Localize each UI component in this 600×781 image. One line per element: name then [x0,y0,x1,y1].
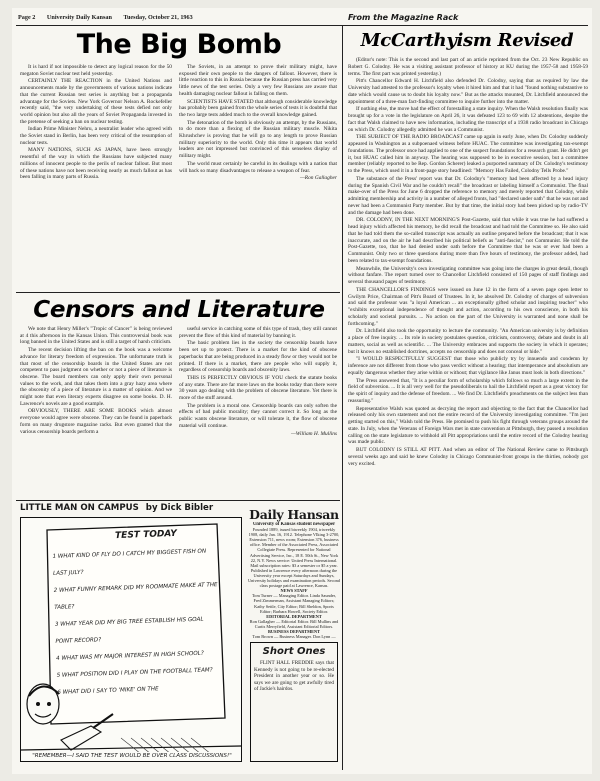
test-questions [52,543,221,709]
paragraph: We note that Henry Miller's "Tropic of Cancer" is being reviewed at 4 this afternoon in the Kansas Union. This controversial book was long banned in the United States and is still a target of harsh criticism. [20,326,172,346]
masthead-business: Tom Brown — Business Manager. Don Lynn — [252,634,336,640]
big-bomb-signature: —Ron Gallagher [300,175,337,182]
paragraph: THE SUBJECT OF THE RADIO BROADCAST came up again in early June, when Dr. Colodny suddenly appeared in Washington as a subpoenaed witness before HUAC. The committee was investigating tax-exempt foundations. The professor once had applied to one of the suspect foundations for a research grant. He didn't get it, but HUAC called him in anyway. The hearing was supposed to be in executive session, but a committee member (reliably reported to be Rep. Gordon Scherer) leaked a purported summary of Dr. Colodny's testimony to the Press, which used it in a front-page story headlined: "Memory Has Failed, Colodny Tells Probe." [348,134,588,174]
test-question: 6 WHAT DID I SAY TO 'MIKE' ON THE [57,686,159,696]
paragraph: Representative Walsh was quoted as decrying the report and objecting to the fact that the Chancellor had released only his own statement and not the entire record of the University investigating committee. "I'm just getting started on this," Walsh told the Press. He promised to push his fight through veterans groups around the state. In July, when the Veterans of Foreign Wars met in state convention at Pittsburgh, they passed a resolution calling on the state legislature to withhold all Pitt appropriations until the entire record of the Colodny hearing was made public. [348,405,588,446]
newspaper-page [12,8,592,774]
cartoon-author: by Dick Bibler [145,503,214,513]
test-question: 3 WHAT YEAR DID MY BIG TREE ESTABLISH HIS GOAL POINT RECORD? [54,616,204,645]
paragraph: If nothing else, the move had the effect of forestalling a state inquiry. When the Walsh resolution finally was brought up for a vote in the legislature on April 26, it was defeated 123 to 69 with 12 abstentions, despite the fact that Walsh claimed to have new information, including the transcript of a 1938 radio broadcast in Chicago on which Dr. Colodny allegedly admitted he was a Communist. [348,106,588,133]
paragraph: Meanwhile, the University's own investigating committee was going into the charges in great detail, though without fanfare. The report turned over to Chancellor Litchfield consisted of 150 pages of staff findings and several thousand pages of testimony. [348,265,588,285]
paragraph: Pitt's Chancellor Edward H. Litchfield also defended Dr. Colodny, saying that as required by law the University had attested to the professor's loyalty when it hired him and that it had "found nothing substantive to date which would cause us to doubt his loyalty now." But as the attacks mounted, Dr. Litchfield announced the appointment of a three-man fact-finding committee to inquire further into the matter. [348,78,588,105]
masthead-info: Founded 1889, issued biweekly 1904, triweekly 1908, daily Jan. 16, 1912. Telephone VIking 3-2700, Extension 711, news room; Extension 376, business office. Member of the Associated Press, Associated Collegiate Press. Represented for National Advertising Service, Inc., 18 E. 50th St., New York 22, N.Y. News service: United Press International. Mail subscription rates: $3 a semester or $5 a year. Published in Lawrence every afternoon during the University year except Saturdays and Sundays, University holidays and examination periods. Second class postage paid at Lawrence, Kansas. [248,527,340,589]
paragraph: THE CHANCELLOR'S FINDINGS were issued on June 12 in the form of a seven page open letter to Gwilym Price, Chairman of Pitt's Board of Trustees. In it, he absolved Dr. Colodny of charges of subversion and said the professor was "a loyal American ... an exceptionally gifted scholar and inspiring teacher" who "exhibits exceptional independence of thought and action, according to his own conscience, in both his scholarly and societal pursuits. ... No action on the part of the University is warranted and none shall be forthcoming." [348,286,588,327]
paragraph: OBVIOUSLY, THERE ARE SOME BOOKS which almost everyone would agree were obscene. They can be found in paperback form on many drugstore magazine racks. But even granted that the various censorship boards perform a [20,408,172,435]
test-sheet-title: TEST TODAY [114,528,177,542]
issue-date: Tuesday, October 21, 1963 [123,14,193,21]
censors-signature: —William H. Mullins [291,430,337,437]
paragraph: (Editor's note: This is the second and last part of an article reprinted from the Oct. 23 New Republic on Robert G. Colodny. He was a visiting assistant professor of history at KU during the 1957-58 and 1958-59 terms. The first part was printed yesterday.) [348,57,588,77]
censors-column-1 [20,326,172,501]
paragraph: The detonation of the bomb is obviously an attempt, by the Russians, to do more than a flexing of the Russian military muscle. Nikita Khrushchev is proving that he will go to any length to prove Russian military superiority to the world. Only this time it appears that world leaders are not impressed but convinced of this senseless display of military might. [179,119,337,160]
short-ones-title: Short Ones [262,646,326,657]
masthead-editorial: Ron Gallagher — Editorial Editor. Bill Mullins and Curtis Merryfield, Assistant Editorial Editors. [249,618,339,629]
test-question: 4 WHAT WAS MY MAJOR INTEREST IN HIGH SCHOOL? [55,650,204,662]
paragraph: THIS IS PERFECTLY OBVIOUS IF YOU check the statute books of any state. There are far more laws on the books today than there were 30 years ago dealing with the problem of obscene literature. Yet there is more of the stuff around. [179,374,337,402]
test-question: 1 WHAT KIND OF FLY DO I CATCH MY BIGGEST FISH ON LAST JULY? [52,548,207,577]
short-ones-text: FLINT HALL FREDDIE says that Kennedy is not going to be re-elected President in another year or so. He says we are going to get awfully tired of Jackie's hairdos. [254,660,334,693]
masthead-section-title: BUSINESS DEPARTMENT [268,628,320,634]
student-eye [36,702,40,706]
paragraph: BUT COLODNY IS STILL AT PITT. And when an editor of The National Review came to Pittsburgh several weeks ago and said he knew Colodny in Chicago Communist-front groups in the thirties, nobody got very excited. [348,447,588,467]
paragraph: The basic problem lies in the society the censorship boards have been set up to protect. There is a market for the kind of obscene paperbacks that are being produced in a steady flow or they would not be printed. If there is a market, there are people who will supply it, regardless of censorship boards and obscenity laws. [179,340,337,374]
paragraph: SCIENTISTS HAVE STATED that although considerable knowledge has probably been gained from the whole series of tests it is doubtful that the two large tests added much to the overall knowledge gained. [179,98,337,118]
mccarthyism-column [348,57,588,769]
cartoon-panel [20,517,242,762]
short-ones-box [250,642,338,762]
paragraph: The Press answered that, "It is a peculiar form of scholarship which follows so much a large extent in the field of subversion. ... It is all very well for the pseudoliberals to hail the Litchfield report as a great victory for the spirit of inquiry and the defense of freedom. ... We find Dr. Litchfield's preachments on the subject less than reassuring." [348,377,588,404]
page-number: Page 2 [18,14,36,21]
paper-name: University Daily Kansan [46,14,112,21]
desk-edge [21,746,241,750]
masthead-news-staff: Tom Turner — Managing Editor. Linda Saunder, Fred Zimmerman, Assistant Managing Editors; Kathy Settle, City Editor; Bill Sheldon, Sports Editor; Barbara Howell, Society Editor. [251,593,337,614]
paragraph: It is hard if not impossible to detect any logical reason for the 50 megaton Soviet nuclear test held yesterday. [20,64,172,77]
page-header [18,14,388,23]
paragraph: The substance of the Press' report was that Dr. Colodny's "memory had been affected by a head injury during the Spanish Civil War and he couldn't recall" the broadcast or labeling himself a Communist. The final make-over of the Press for June 6 dropped the reference to memory and merely reported that Colodny, while admitting membership and activity in a number of alleged fronts, had "declared under oath" that he was not and never had been a Communist Party member. But by that time, the initial story had been picked up by radio-TV and the damage had been done. [348,175,588,216]
paragraph: Dr. Litchfield also took the opportunity to lecture the community. "An American university is by definition a place of free inquiry. ... Its role in society postulates question, criticism, controversy, debate and doubt in all matters, social as well as scientific. ... The University embraces and supports the society in which it operates; but it knows no established doctrines, accepts no censorship and does not conceal or hide." [348,328,588,355]
paragraph: CERTAINLY THE REACTION in the United Nations and announcements made by the governments of various nations indicate that the current Russian test series is anything but a propaganda advantage for the Soviets. New York Governor Nelson A. Rockefeller recently said, "the very undertaking of these tests defied not only world opinion but also all the years of Soviet Propaganda invested in the pretense of seeking a ban on nuclear testing. [20,78,172,125]
paragraph: Indian Prime Minister Nehru, a neutralist leader who agreed with the Soviet stand in Berlin, has been very critical of the resumption of nuclear tests. [20,126,172,146]
big-bomb-column-1 [20,64,172,289]
masthead-logo: Daily Hansan [249,507,339,522]
paragraph: DR. COLODNY, IN THE NEXT MORNING'S Post-Gazette, said that while it was true he had suffered a head injury which affected his memory, he did recall the broadcast and had told the Committee so. He also said that he had told them the so-called transcript was actually an outline prepared before the broadcast; that it was inaccurate, and on the air he had described his political beliefs as "anti-fascist," not Communist. He told the Post-Gazette, too, that he had denied under oath before the Committee that he was or ever had been a Communist. Only two or three questions during more than five hours of testimony, the professor added, had been related to tax-exempt foundations. [348,217,588,264]
mccarthyism-headline: McCarthyism Revised [360,30,574,51]
masthead-text [248,522,340,640]
paragraph: MANY NATIONS, SUCH AS JAPAN, have been strongly resentful of the way in which the Russians have subjected many millions of innocent people to the perils of nuclear fallout. But most of these nations have not been receiving nearly as much fallout as has been falling in many parts of Russia. [20,147,172,181]
paragraph: "I WOULD RESPECTFULLY SUGGEST that those who publicly try by innuendo and condemn by inference are not different from those who pass verdict without a hearing; that intemperance and absolutism are equally dangerous whether they arise within or without; that vigilance like Janus must look in both directions." [348,356,588,376]
masthead-section-title: NEWS STAFF [280,588,308,594]
paragraph: The problem is a moral one. Censorship boards can only soften the effects of bad public morality; they cannot correct it. So long as the public wants obscene literature, or will tolerate it, the flow of obscene material will continue. [179,402,337,429]
paragraph: The world must certainly be careful in its dealings with a nation that will back so many disadvantages to release a weapon of fear. [179,160,337,174]
censors-headline: Censors and Literature [33,297,325,323]
cartoon-title-bar [20,503,242,515]
section-title: From the Magazine Rack [348,13,459,22]
masthead-logo-box [248,504,340,522]
paragraph: The Soviets, in an attempt to prove their military might, have exposed their own people to the dangers of fallout. However, there is little reaction to this in Russia because the Russian press has carried very little news of the test series. Only a very few Russians are aware that health damaging nuclear fallout is falling on them. [179,64,337,97]
cartoon-title: LITTLE MAN ON CAMPUS [20,503,139,513]
student-hand [61,726,101,750]
censors-column-2 [179,326,337,501]
masthead-subtitle: University of Kansas student newspaper [252,522,336,527]
big-bomb-headline: The Big Bomb [76,30,282,60]
big-bomb-column-2 [179,64,337,289]
cartoon-caption: "REMEMBER—I SAID THE TEST WOULD BE OVER CLASS DISCUSSIONS!" [25,752,239,761]
test-question: 2 WHAT FUNNY REMARK DID MY ROOMMATE MAKE AT THE TABLE? [53,582,218,611]
paragraph: useful service in catching some of this type of trash, they still cannot prevent the flow of this kind of material by banning it. [179,326,337,339]
student-eye [47,702,51,706]
masthead-section-title: EDITORIAL DEPARTMENT [266,613,322,619]
test-question: 5 WHAT POSITION DID I PLAY ON THE FOOTBALL TEAM? [56,667,213,679]
paragraph: The recent decision lifting the ban on the book was a welcome advance for literary freedom of expression. The unfortunate truth is that most of the censorship boards in the United States are not competent to pass judgment on whether or not a piece of literature is obscene. The board members can only apply their own personal values to the work, and that takes them into a gray hazy area where the obscenity of a piece of literature is a matter of opinion. And we might note that even literary experts disagree on some books. D. H. Lawrence's novels are a good example. [20,347,172,407]
